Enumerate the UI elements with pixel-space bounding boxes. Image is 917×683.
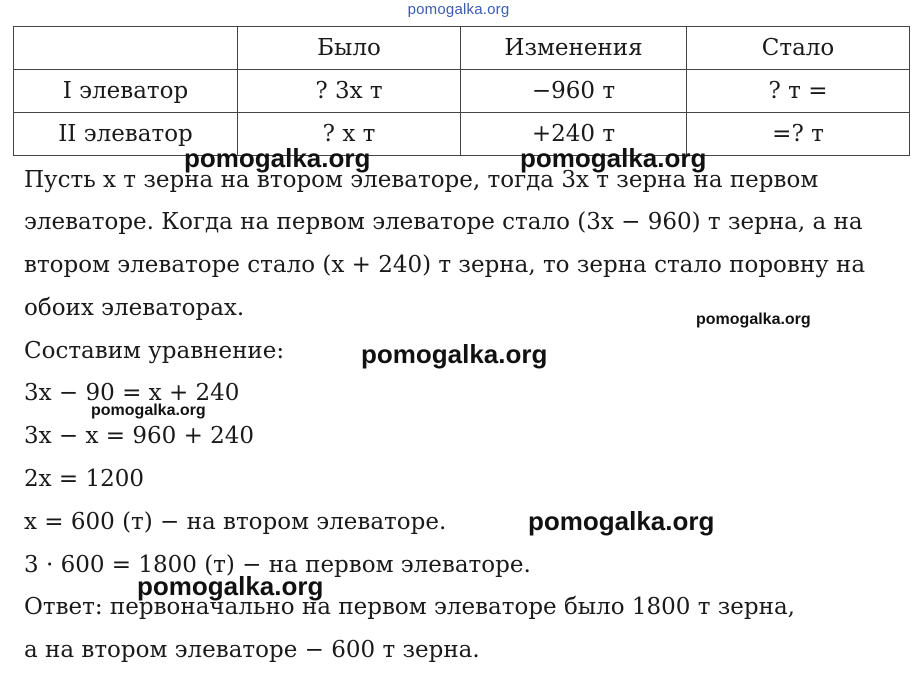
watermark: pomogalka.org xyxy=(91,402,206,419)
header-cell xyxy=(14,27,238,70)
table-cell: ? т = xyxy=(687,70,910,113)
solution-line: элеваторе. Когда на первом элеваторе стало (3x − 960) т зерна, а на xyxy=(24,209,863,235)
row-label: II элеватор xyxy=(14,113,238,156)
watermark: pomogalka.org xyxy=(184,143,371,173)
table-cell: +240 т xyxy=(461,113,687,156)
equation-line: 2x = 1200 xyxy=(24,466,145,492)
solution-line: Пусть x т зерна на втором элеваторе, тогда 3x т зерна на первом xyxy=(24,167,819,193)
equation-line: 3x − x = 960 + 240 xyxy=(24,423,255,449)
table-cell: −960 т xyxy=(461,70,687,113)
table-row xyxy=(14,70,910,113)
table-row xyxy=(14,113,910,156)
row-label: I элеватор xyxy=(14,70,238,113)
solution-line: втором элеваторе стало (x + 240) т зерна, то зерна стало поровну на xyxy=(24,252,866,278)
solution-line: Составим уравнение: xyxy=(24,338,285,364)
header-cell-became: Стало xyxy=(687,27,910,70)
table-cell: ? 3x т xyxy=(238,70,461,113)
equation-line: x = 600 (т) − на втором элеваторе. xyxy=(24,509,447,535)
comparison-table xyxy=(13,26,910,156)
watermark: pomogalka.org xyxy=(137,571,324,601)
watermark: pomogalka.org xyxy=(528,506,715,536)
solution-line: обоих элеваторах. xyxy=(24,295,245,321)
answer-line: Ответ: первоначально на первом элеваторе было 1800 т зерна, xyxy=(24,594,795,620)
equation-line: 3x − 90 = x + 240 xyxy=(24,380,240,406)
table-cell: =? т xyxy=(687,113,910,156)
header-cell-changes: Изменения xyxy=(461,27,687,70)
watermark: pomogalka.org xyxy=(520,143,707,173)
watermark: pomogalka.org xyxy=(696,311,811,328)
table-header-row xyxy=(14,27,910,70)
equation-line: 3 · 600 = 1800 (т) − на первом элеваторе. xyxy=(24,552,531,578)
header-cell-was: Было xyxy=(238,27,461,70)
answer-line: а на втором элеваторе − 600 т зерна. xyxy=(24,637,480,663)
table-cell: ? x т xyxy=(238,113,461,156)
watermark: pomogalka.org xyxy=(361,339,548,369)
site-watermark-top: pomogalka.org xyxy=(407,1,510,18)
